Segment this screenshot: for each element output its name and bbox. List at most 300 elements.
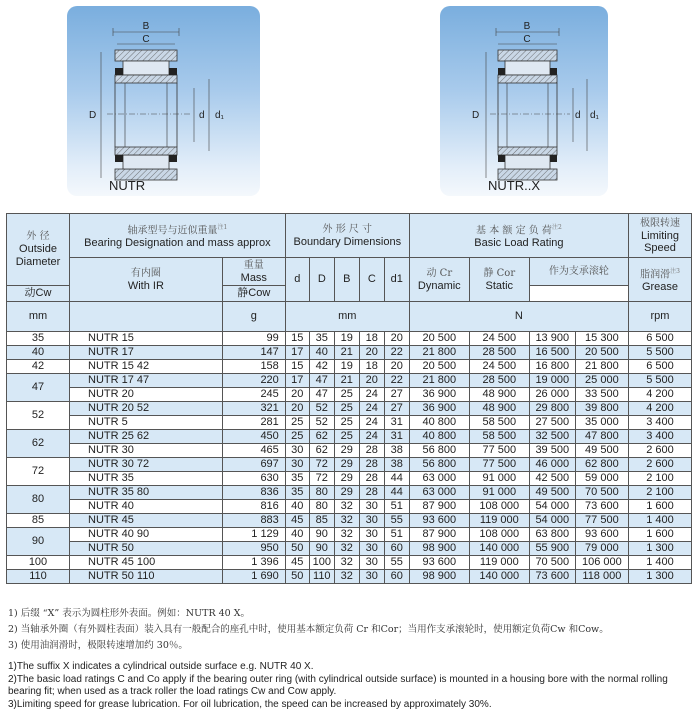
header-dynamic-en: Dynamic [417, 279, 461, 292]
table-row [7, 374, 692, 388]
cell-cow: 70 500 [575, 486, 628, 500]
cell-outside-diameter: 47 [7, 374, 70, 402]
cell-dynamic-cr: 93 600 [409, 514, 469, 528]
cell-D: 47 [309, 374, 334, 388]
note-en-1: 1)The suffix X indicates a cylindrical outside surface e.g. NUTR 40 X. [8, 661, 314, 672]
cell-C: 30 [359, 528, 384, 542]
cell-B: 25 [334, 430, 359, 444]
cell-d: 50 [285, 542, 309, 556]
header-designation [70, 214, 286, 258]
header-D: D [309, 258, 334, 302]
cell-cow: 62 800 [575, 458, 628, 472]
header-grease-en: Grease [641, 281, 679, 294]
header-B: B [334, 258, 359, 302]
bearing-table [6, 213, 692, 584]
header-dynamic-cn: 动 Cr [426, 267, 453, 279]
cell-designation: NUTR 35 [70, 472, 223, 486]
cell-static-cor: 58 500 [469, 416, 529, 430]
cell-d1: 27 [384, 402, 409, 416]
cell-C: 20 [359, 374, 384, 388]
notes-english [8, 661, 696, 711]
cell-d1: 22 [384, 346, 409, 360]
header-mass [222, 258, 285, 286]
dim-D-label: D [472, 110, 480, 121]
bearing-cross-section-nutr-x [440, 6, 608, 196]
header-with-ir-en: With IR [127, 279, 164, 292]
figure-label-nutr: NUTR [109, 178, 146, 193]
cell-cow: 77 500 [575, 514, 628, 528]
cell-d: 50 [285, 570, 309, 584]
cell-dynamic-cr: 56 800 [409, 444, 469, 458]
cell-designation: NUTR 40 90 [70, 528, 223, 542]
cell-designation: NUTR 45 100 [70, 556, 223, 570]
cell-D: 80 [309, 500, 334, 514]
figure-label-nutr-x: NUTR..X [488, 178, 540, 193]
cell-static-cor: 108 000 [469, 528, 529, 542]
cell-d1: 60 [384, 542, 409, 556]
cell-B: 32 [334, 514, 359, 528]
table-row [7, 542, 692, 556]
table-row [7, 416, 692, 430]
header-C: C [359, 258, 384, 302]
cell-d: 45 [285, 514, 309, 528]
cell-d: 15 [285, 332, 309, 346]
cell-mass: 816 [222, 500, 285, 514]
cell-B: 32 [334, 542, 359, 556]
cell-cow: 79 000 [575, 542, 628, 556]
cell-designation: NUTR 20 [70, 388, 223, 402]
cell-B: 29 [334, 486, 359, 500]
note-cn-1: 1) 后缀 “X” 表示为圆柱形外表面。例如：NUTR 40 X。 [8, 608, 250, 619]
cell-d: 20 [285, 388, 309, 402]
cell-d: 15 [285, 360, 309, 374]
cell-B: 19 [334, 332, 359, 346]
cell-cw: 54 000 [529, 514, 575, 528]
cell-mass: 281 [222, 416, 285, 430]
cell-B: 19 [334, 360, 359, 374]
cell-B: 32 [334, 570, 359, 584]
cell-D: 42 [309, 360, 334, 374]
cell-D: 62 [309, 430, 334, 444]
cell-outside-diameter: 62 [7, 430, 70, 458]
cell-speed: 4 200 [629, 388, 692, 402]
cell-cow: 35 000 [575, 416, 628, 430]
cell-cw: 32 500 [529, 430, 575, 444]
cell-mass: 1 129 [222, 528, 285, 542]
header-mass-en: Mass [240, 271, 267, 284]
cell-designation: NUTR 20 52 [70, 402, 223, 416]
cell-C: 28 [359, 472, 384, 486]
cell-d: 30 [285, 444, 309, 458]
cell-C: 28 [359, 444, 384, 458]
cell-speed: 2 600 [629, 444, 692, 458]
cell-static-cor: 140 000 [469, 542, 529, 556]
cell-outside-diameter: 85 [7, 514, 70, 528]
cell-dynamic-cr: 21 800 [409, 346, 469, 360]
cell-C: 18 [359, 332, 384, 346]
cell-speed: 3 400 [629, 416, 692, 430]
cell-D: 72 [309, 458, 334, 472]
cell-mass: 99 [222, 332, 285, 346]
cell-d1: 20 [384, 360, 409, 374]
cell-D: 72 [309, 472, 334, 486]
cell-d: 40 [285, 500, 309, 514]
header-boundary [285, 214, 409, 258]
cell-C: 30 [359, 556, 384, 570]
header-designation-cn: 轴承型号与近似重量 [127, 225, 218, 237]
cell-cow: 21 800 [575, 360, 628, 374]
cell-cw: 42 500 [529, 472, 575, 486]
cell-d1: 55 [384, 514, 409, 528]
header-mass-cn: 重量 [243, 259, 264, 271]
header-od-en: Outside Diameter [15, 243, 61, 268]
header-with-ir [70, 258, 223, 302]
cell-d1: 51 [384, 500, 409, 514]
cell-D: 100 [309, 556, 334, 570]
cell-cow: 39 800 [575, 402, 628, 416]
cell-d: 45 [285, 556, 309, 570]
cell-outside-diameter: 100 [7, 556, 70, 570]
dim-D-label: D [89, 110, 97, 121]
cell-mass: 245 [222, 388, 285, 402]
cell-B: 21 [334, 374, 359, 388]
figures [0, 0, 700, 205]
cell-B: 25 [334, 416, 359, 430]
header-boundary-en: Boundary Dimensions [293, 235, 402, 248]
cell-static-cor: 28 500 [469, 346, 529, 360]
header-static [469, 258, 529, 302]
cell-d1: 27 [384, 388, 409, 402]
cell-d1: 31 [384, 416, 409, 430]
table-row [7, 556, 692, 570]
header-dynamic [409, 258, 469, 302]
cell-d: 40 [285, 528, 309, 542]
cell-cw: 46 000 [529, 458, 575, 472]
cell-mass: 147 [222, 346, 285, 360]
cell-designation: NUTR 17 [70, 346, 223, 360]
cell-dynamic-cr: 87 900 [409, 528, 469, 542]
table-row [7, 458, 692, 472]
cell-static-cor: 77 500 [469, 444, 529, 458]
cell-cow: 59 000 [575, 472, 628, 486]
cell-speed: 1 400 [629, 556, 692, 570]
dim-B-label: B [142, 21, 150, 32]
cell-mass: 1 396 [222, 556, 285, 570]
cell-speed: 6 500 [629, 332, 692, 346]
header-with-ir-cn: 有内圈 [130, 267, 161, 279]
header-load [409, 214, 628, 258]
header-od-cn: 外 径 [26, 231, 50, 242]
header-cw: 动Cw [7, 286, 70, 302]
cell-designation: NUTR 25 62 [70, 430, 223, 444]
cell-mass: 1 690 [222, 570, 285, 584]
cell-cw: 29 800 [529, 402, 575, 416]
cell-dynamic-cr: 36 900 [409, 388, 469, 402]
header-speed-cn: 极限转速 [640, 218, 680, 229]
footnote-marker-3: 注3 [670, 267, 680, 275]
figure-nutr-x [440, 6, 608, 196]
cell-cow: 20 500 [575, 346, 628, 360]
table-row [7, 528, 692, 542]
cell-speed: 4 200 [629, 402, 692, 416]
cell-C: 18 [359, 360, 384, 374]
dim-C-label: C [523, 34, 531, 45]
cell-speed: 2 600 [629, 458, 692, 472]
table-row [7, 500, 692, 514]
cell-cow: 25 000 [575, 374, 628, 388]
cell-speed: 1 300 [629, 570, 692, 584]
cell-D: 62 [309, 444, 334, 458]
cell-D: 90 [309, 542, 334, 556]
cell-cw: 70 500 [529, 556, 575, 570]
cell-B: 29 [334, 444, 359, 458]
cell-designation: NUTR 40 [70, 500, 223, 514]
cell-C: 30 [359, 514, 384, 528]
cell-C: 30 [359, 542, 384, 556]
header-grease [629, 258, 692, 302]
cell-B: 29 [334, 458, 359, 472]
cell-dynamic-cr: 98 900 [409, 570, 469, 584]
cell-B: 32 [334, 556, 359, 570]
cell-d: 20 [285, 402, 309, 416]
unit-load: N [409, 302, 628, 332]
cell-designation: NUTR 5 [70, 416, 223, 430]
cell-d: 25 [285, 416, 309, 430]
note-en-3: 3)Limiting speed for grease lubrication. For oil lubrication, the speed can be increased by approximately 30%. [8, 698, 492, 710]
cell-designation: NUTR 15 [70, 332, 223, 346]
cell-cow: 15 300 [575, 332, 628, 346]
cell-B: 32 [334, 528, 359, 542]
cell-cw: 19 000 [529, 374, 575, 388]
cell-designation: NUTR 30 72 [70, 458, 223, 472]
cell-outside-diameter: 90 [7, 528, 70, 556]
cell-designation: NUTR 30 [70, 444, 223, 458]
table-row [7, 402, 692, 416]
header-static-en: Static [485, 279, 514, 292]
cell-d: 35 [285, 486, 309, 500]
cell-D: 110 [309, 570, 334, 584]
table-row [7, 444, 692, 458]
cell-d1: 31 [384, 430, 409, 444]
cell-mass: 883 [222, 514, 285, 528]
table-row [7, 570, 692, 584]
cell-dynamic-cr: 21 800 [409, 374, 469, 388]
cell-D: 90 [309, 528, 334, 542]
cell-C: 30 [359, 500, 384, 514]
cell-dynamic-cr: 36 900 [409, 402, 469, 416]
cell-d1: 44 [384, 472, 409, 486]
cell-mass: 630 [222, 472, 285, 486]
cell-d1: 44 [384, 486, 409, 500]
cell-cow: 93 600 [575, 528, 628, 542]
figure-nutr [67, 6, 260, 196]
cell-mass: 697 [222, 458, 285, 472]
cell-dynamic-cr: 56 800 [409, 458, 469, 472]
unit-blank [70, 302, 223, 332]
cell-dynamic-cr: 63 000 [409, 486, 469, 500]
cell-cow: 49 500 [575, 444, 628, 458]
cell-mass: 450 [222, 430, 285, 444]
unit-od: mm [7, 302, 70, 332]
cell-B: 32 [334, 500, 359, 514]
cell-outside-diameter: 42 [7, 360, 70, 374]
header-d: d [285, 258, 309, 302]
cell-d1: 38 [384, 444, 409, 458]
cell-static-cor: 119 000 [469, 556, 529, 570]
header-static-cn: 静 Cor [483, 267, 516, 279]
header-boundary-cn: 外 形 尺 寸 [322, 223, 373, 235]
cell-cw: 16 800 [529, 360, 575, 374]
cell-d: 17 [285, 374, 309, 388]
header-load-cn: 基 本 额 定 负 荷 [476, 225, 552, 237]
cell-static-cor: 28 500 [469, 374, 529, 388]
cell-mass: 220 [222, 374, 285, 388]
cell-cw: 16 500 [529, 346, 575, 360]
cell-static-cor: 48 900 [469, 402, 529, 416]
cell-d1: 60 [384, 570, 409, 584]
cell-dynamic-cr: 20 500 [409, 360, 469, 374]
dim-d-label: d [575, 110, 581, 121]
unit-dimensions: mm [285, 302, 409, 332]
unit-mass: g [222, 302, 285, 332]
note-cn-3: 3) 使用油润滑时，极限转速增加约 30％。 [8, 640, 188, 651]
dim-d-label: d [199, 110, 205, 121]
cell-dynamic-cr: 40 800 [409, 430, 469, 444]
cell-speed: 2 100 [629, 486, 692, 500]
dim-d1-label: d₁ [215, 110, 224, 121]
cell-dynamic-cr: 98 900 [409, 542, 469, 556]
header-designation-en: Bearing Designation and mass approx [84, 237, 271, 250]
table-row [7, 360, 692, 374]
header-outside-diameter [7, 214, 70, 286]
table-row [7, 472, 692, 486]
header-grease-cn: 脂润滑 [640, 269, 671, 281]
table-row [7, 332, 692, 346]
cell-dynamic-cr: 87 900 [409, 500, 469, 514]
cell-d1: 51 [384, 528, 409, 542]
cell-static-cor: 91 000 [469, 486, 529, 500]
cell-speed: 1 600 [629, 500, 692, 514]
cell-designation: NUTR 17 47 [70, 374, 223, 388]
cell-C: 24 [359, 388, 384, 402]
cell-C: 20 [359, 346, 384, 360]
cell-static-cor: 58 500 [469, 430, 529, 444]
cell-D: 80 [309, 486, 334, 500]
cell-static-cor: 48 900 [469, 388, 529, 402]
cell-designation: NUTR 15 42 [70, 360, 223, 374]
cell-speed: 2 100 [629, 472, 692, 486]
header-d1: d1 [384, 258, 409, 302]
cell-D: 35 [309, 332, 334, 346]
header-track-roller: 作为支承滚轮 [529, 258, 628, 286]
cell-C: 24 [359, 402, 384, 416]
cell-speed: 1 300 [629, 542, 692, 556]
table-row [7, 514, 692, 528]
notes-chinese [8, 606, 609, 654]
cell-speed: 5 500 [629, 374, 692, 388]
table-row [7, 486, 692, 500]
note-en-2: 2)The basic load ratings C and Co apply if the bearing outer ring (with cylindrical outside surface) is mounted in a housing bore with the normal rolling bearing fit; when used as a track roller the load ratings Cw and Cow apply. [8, 673, 668, 697]
header-speed [629, 214, 692, 258]
cell-cw: 73 600 [529, 570, 575, 584]
footnote-marker-1: 注1 [217, 223, 228, 231]
cell-outside-diameter: 72 [7, 458, 70, 486]
cell-cw: 63 800 [529, 528, 575, 542]
cell-outside-diameter: 52 [7, 402, 70, 430]
cell-dynamic-cr: 63 000 [409, 472, 469, 486]
cell-cw: 49 500 [529, 486, 575, 500]
cell-cow: 106 000 [575, 556, 628, 570]
cell-cw: 54 000 [529, 500, 575, 514]
bearing-cross-section-nutr [67, 6, 260, 196]
footnote-marker-2: 注2 [551, 223, 562, 231]
table-row [7, 388, 692, 402]
cell-mass: 836 [222, 486, 285, 500]
cell-B: 29 [334, 472, 359, 486]
table-row [7, 346, 692, 360]
note-cn-2: 2) 当轴承外圈（有外圆柱表面）装入具有一般配合的座孔中时，使用基本额定负荷 Cr 和Cor；当用作支承滚轮时，使用额定负荷Cw 和Cow。 [8, 624, 609, 635]
cell-d: 17 [285, 346, 309, 360]
cell-speed: 1 400 [629, 514, 692, 528]
dim-d1-label: d₁ [590, 110, 599, 121]
cell-outside-diameter: 40 [7, 346, 70, 360]
cell-B: 25 [334, 388, 359, 402]
cell-D: 52 [309, 402, 334, 416]
cell-speed: 6 500 [629, 360, 692, 374]
cell-D: 52 [309, 416, 334, 430]
cell-designation: NUTR 45 [70, 514, 223, 528]
header-cow: 静Cow [222, 286, 285, 302]
cell-cw: 55 900 [529, 542, 575, 556]
cell-static-cor: 77 500 [469, 458, 529, 472]
cell-C: 24 [359, 416, 384, 430]
cell-cw: 39 500 [529, 444, 575, 458]
cell-B: 21 [334, 346, 359, 360]
unit-speed: rpm [629, 302, 692, 332]
header-speed-en: Limiting Speed [641, 230, 679, 254]
cell-speed: 3 400 [629, 430, 692, 444]
cell-C: 28 [359, 458, 384, 472]
cell-cow: 73 600 [575, 500, 628, 514]
header-load-en: Basic Load Rating [474, 237, 564, 250]
cell-cow: 33 500 [575, 388, 628, 402]
cell-static-cor: 140 000 [469, 570, 529, 584]
cell-d1: 22 [384, 374, 409, 388]
cell-dynamic-cr: 40 800 [409, 416, 469, 430]
cell-cw: 27 500 [529, 416, 575, 430]
cell-speed: 5 500 [629, 346, 692, 360]
cell-d1: 38 [384, 458, 409, 472]
cell-D: 47 [309, 388, 334, 402]
cell-B: 25 [334, 402, 359, 416]
cell-mass: 465 [222, 444, 285, 458]
cell-dynamic-cr: 20 500 [409, 332, 469, 346]
cell-designation: NUTR 50 110 [70, 570, 223, 584]
cell-outside-diameter: 110 [7, 570, 70, 584]
cell-cw: 13 900 [529, 332, 575, 346]
cell-mass: 950 [222, 542, 285, 556]
cell-d1: 55 [384, 556, 409, 570]
cell-C: 28 [359, 486, 384, 500]
cell-static-cor: 24 500 [469, 360, 529, 374]
cell-speed: 1 600 [629, 528, 692, 542]
dim-B-label: B [523, 21, 531, 32]
table-row [7, 430, 692, 444]
cell-static-cor: 119 000 [469, 514, 529, 528]
cell-d: 25 [285, 430, 309, 444]
cell-C: 24 [359, 430, 384, 444]
cell-d1: 20 [384, 332, 409, 346]
